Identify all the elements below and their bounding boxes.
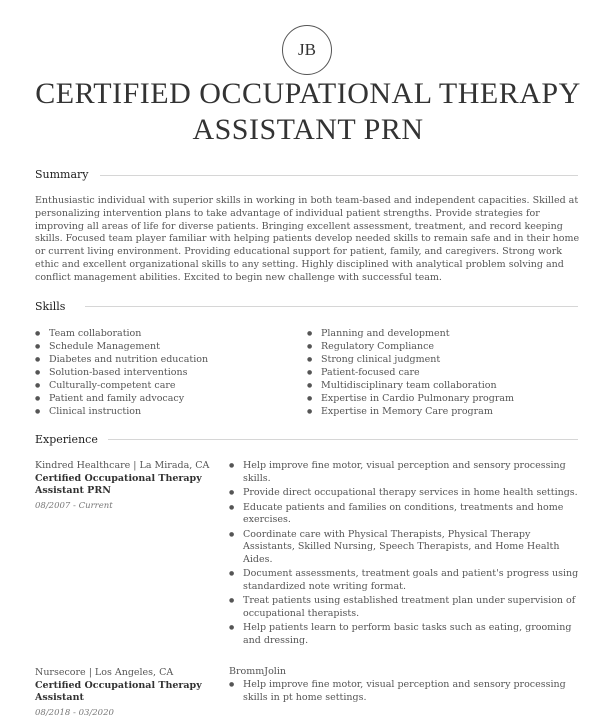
summary-divider — [100, 175, 578, 176]
skill-item: ● Patient and family advocacy — [35, 392, 208, 405]
summary-heading: Summary — [35, 168, 89, 181]
skill-item: ● Culturally-competent care — [35, 379, 208, 392]
skill-item: ● Solution-based interventions — [35, 366, 208, 379]
skill-item: ● Diabetes and nutrition education — [35, 353, 208, 366]
duty-item: ● Help improve fine motor, visual perception and sensory processing skills in pt home settings. — [229, 679, 579, 704]
duty-item: ● Provide direct occupational therapy services in home health settings. — [229, 487, 579, 500]
skill-item: ● Regulatory Compliance — [307, 340, 514, 353]
job-2-role: Certified Occupational Therapy Assistant — [35, 680, 225, 705]
page-title — [0, 76, 616, 148]
job-1-duties — [229, 460, 579, 649]
skill-item: ● Patient-focused care — [307, 366, 514, 379]
job-1-dates: 08/2007 - Current — [35, 500, 225, 513]
job-1-role: Certified Occupational Therapy Assistant PRN — [35, 473, 225, 498]
job-2-dates: 08/2018 - 03/2020 — [35, 707, 225, 719]
job-1-employer: Kindred Healthcare | La Mirada, CA — [35, 460, 225, 473]
monogram-badge — [282, 25, 332, 75]
duty-item: ● Treat patients using established treatment plan under supervision of occupational therapists. — [229, 595, 579, 620]
monogram-text: JB — [298, 40, 316, 60]
job-1-meta — [35, 460, 225, 512]
skills-right-list — [307, 327, 514, 418]
job-2-employer: Nursecore | Los Angeles, CA — [35, 667, 225, 680]
job-2-employer-note: BrommJolin — [229, 666, 286, 677]
skills-heading: Skills — [35, 300, 65, 313]
skills-left-list — [35, 327, 208, 418]
title-line-1: CERTIFIED OCCUPATIONAL THERAPY — [0, 76, 616, 112]
skill-item: ● Expertise in Cardio Pulmonary program — [307, 392, 514, 405]
skill-item: ● Schedule Management — [35, 340, 208, 353]
skill-item: ● Expertise in Memory Care program — [307, 405, 514, 418]
duty-item: ● Coordinate care with Physical Therapists, Physical Therapy Assistants, Skilled Nursing, Speech Therapists, and Home Health Aides. — [229, 529, 579, 567]
duty-item: ● Help patients learn to perform basic tasks such as eating, grooming and dressing. — [229, 622, 579, 647]
skill-item: ● Planning and development — [307, 327, 514, 340]
experience-divider — [108, 439, 578, 440]
skill-item: ● Clinical instruction — [35, 405, 208, 418]
skill-item: ● Team collaboration — [35, 327, 208, 340]
duty-item: ● Document assessments, treatment goals and patient's progress using standardized note writing format. — [229, 568, 579, 593]
duty-item: ● Help improve fine motor, visual perception and sensory processing skills. — [229, 460, 579, 485]
skills-divider — [85, 306, 578, 307]
duty-item: ● Educate patients and families on conditions, treatments and home exercises. — [229, 502, 579, 527]
job-2-meta — [35, 667, 225, 719]
summary-text: Enthusiastic individual with superior skills in working in both team-based and independent capacities. Skilled at personalizing intervention plans to take advantage of individual patient strengths. Provide strategies for improving all areas of life for diverse patients. Bringing excellent assessment, treatment, and record keeping skills. Focused team player familiar with helping patients develop needed skills to remain safe and in their home or current living environment. Providing educational support for patient, family, and caregivers. Strong work ethic and excellent organizational skills to any setting. Highly disciplined with analytical problem solving and conflict management abilities. Excited to begin new challenge with successful team. — [35, 195, 580, 285]
skill-item: ● Multidisciplinary team collaboration — [307, 379, 514, 392]
title-line-2: ASSISTANT PRN — [0, 112, 616, 148]
experience-heading: Experience — [35, 433, 98, 446]
job-2-duties — [229, 679, 579, 706]
skill-item: ● Strong clinical judgment — [307, 353, 514, 366]
